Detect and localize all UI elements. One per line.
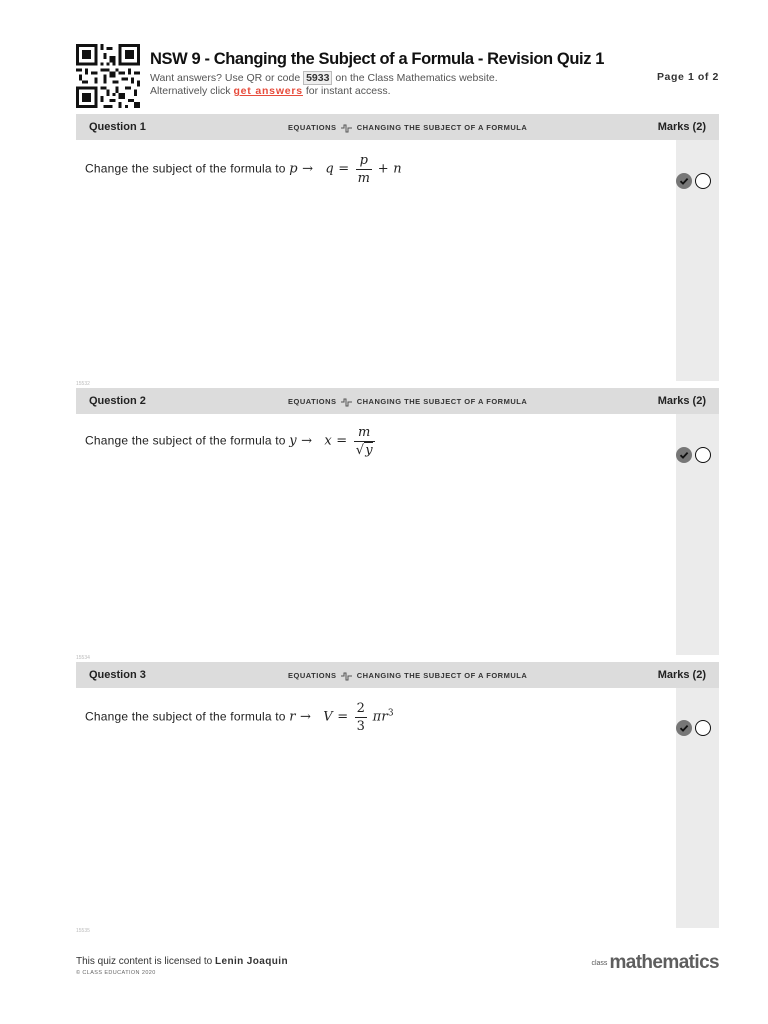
question-1-label: Question 1	[89, 121, 146, 133]
class-mathematics-logo	[591, 952, 719, 974]
question-2-id: 15534	[76, 655, 90, 661]
empty-circle-icon[interactable]	[695, 173, 711, 189]
quiz-code: 5933	[303, 71, 332, 85]
subject-variable: y	[289, 433, 297, 449]
formula-fraction	[354, 425, 375, 458]
fraction-numerator: p	[356, 153, 373, 170]
topic-category: EQUATIONS	[288, 671, 337, 680]
question-3-id: 15535	[76, 928, 90, 934]
subject-variable: p	[289, 161, 298, 177]
fraction-denominator: 3	[356, 719, 366, 734]
question-3-label: Question 3	[89, 669, 146, 681]
logo-big-text: mathematics	[609, 952, 719, 973]
instant-access-hint	[150, 85, 391, 97]
question-2-marks: Marks (2)	[657, 395, 706, 407]
root-argument: y	[365, 443, 373, 458]
check-icon[interactable]	[676, 447, 692, 463]
quiz-title: NSW 9 - Changing the Subject of a Formula - Revision Quiz 1	[150, 50, 605, 68]
empty-circle-icon[interactable]	[695, 447, 711, 463]
answers-hint-suffix: on the Class Mathematics website.	[335, 72, 498, 84]
subject-variable: r	[289, 709, 296, 725]
topic-name: CHANGING THE SUBJECT OF A FORMULA	[356, 671, 528, 680]
fraction-numerator: m	[354, 425, 375, 442]
question-1-marks: Marks (2)	[657, 121, 706, 133]
question-2-label: Question 2	[89, 395, 146, 407]
question-1-id: 15532	[76, 381, 90, 387]
question-3-mark-toggles	[676, 720, 719, 738]
instant-access-text: Alternatively click	[150, 85, 231, 97]
copyright: © CLASS EDUCATION 2020	[76, 970, 156, 976]
square-root-icon: √	[355, 443, 365, 458]
question-2-header	[76, 388, 719, 414]
licensee-name: Lenin Joaquin	[214, 956, 288, 967]
formula-rhs-term: n	[393, 161, 402, 177]
formula-lhs: q	[325, 161, 334, 177]
get-answers-link[interactable]: get answers	[233, 85, 303, 97]
topic-separator-icon	[341, 398, 352, 407]
question-3-topic	[288, 671, 527, 681]
fraction-numerator: 2	[356, 701, 366, 716]
formula-rhs-term: πr	[372, 709, 388, 725]
fraction-denominator: m	[357, 171, 371, 186]
page-number: Page 1 of 2	[656, 71, 719, 83]
check-icon[interactable]	[676, 173, 692, 189]
topic-category: EQUATIONS	[288, 123, 337, 132]
answers-hint	[150, 71, 498, 85]
check-icon[interactable]	[676, 720, 692, 736]
question-2-topic	[288, 397, 527, 407]
question-3-text: Change the subject of the formula to r → V = $\frac{2}{3}$ $\pi r^3$	[85, 701, 394, 734]
topic-separator-icon	[341, 672, 352, 681]
question-2-text: Change the subject of the formula to y → x = $\frac{m}{√y}$	[85, 425, 373, 458]
question-1-header	[76, 114, 719, 140]
formula-exponent: 3	[387, 708, 394, 719]
license-text: This quiz content is licensed to	[76, 956, 213, 967]
logo-small-text: class	[591, 959, 608, 967]
answers-hint-text: Want answers? Use QR or code	[150, 72, 301, 84]
question-3-header	[76, 662, 719, 688]
question-1-topic	[288, 123, 527, 133]
topic-separator-icon	[341, 124, 352, 133]
license-notice	[76, 956, 288, 967]
formula-lhs: x	[324, 433, 332, 449]
topic-name: CHANGING THE SUBJECT OF A FORMULA	[356, 397, 528, 406]
question-1-prompt: Change the subject of the formula to	[85, 161, 286, 176]
topic-name: CHANGING THE SUBJECT OF A FORMULA	[356, 123, 528, 132]
question-3-marks: Marks (2)	[657, 669, 706, 681]
empty-circle-icon[interactable]	[695, 720, 711, 736]
question-1-text: Change the subject of the formula to p → q = $\frac{p}{m}$ + n	[85, 153, 402, 186]
question-2-prompt: Change the subject of the formula to	[85, 433, 286, 448]
topic-category: EQUATIONS	[288, 397, 337, 406]
question-3-prompt: Change the subject of the formula to	[85, 709, 286, 724]
question-1-mark-toggles	[676, 173, 719, 191]
formula-lhs: V	[323, 709, 333, 725]
fraction-denominator-root	[354, 442, 375, 458]
instant-access-suffix: for instant access.	[305, 85, 391, 97]
formula-fraction	[355, 701, 367, 734]
question-2-mark-toggles	[676, 447, 719, 465]
qr-code-icon[interactable]	[76, 44, 140, 108]
formula-fraction	[356, 153, 373, 186]
